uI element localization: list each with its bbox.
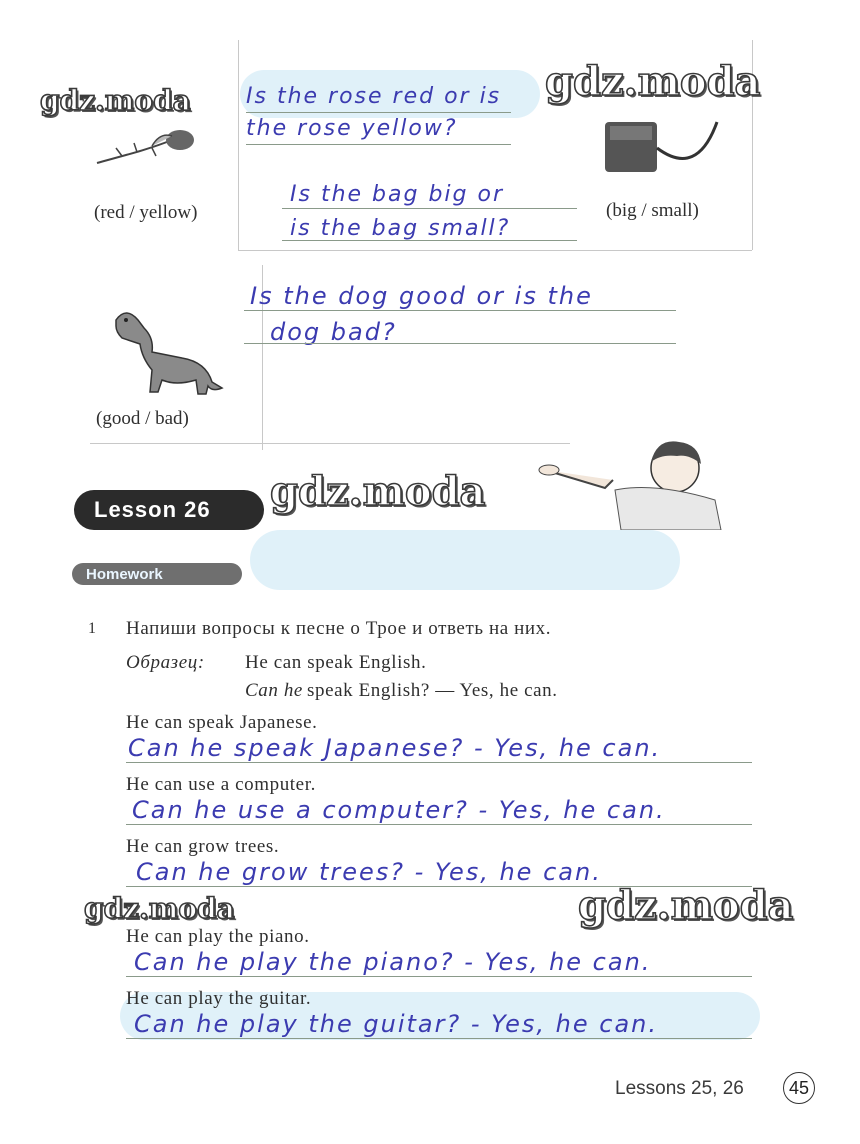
dog-illustration bbox=[96, 300, 236, 400]
bag-answer-line-1: Is the bag big or bbox=[290, 182, 504, 207]
exercise-instruction: Напиши вопросы к песне о Трое и ответь на них. bbox=[126, 618, 552, 639]
frame-line bbox=[90, 443, 570, 444]
answer-rule bbox=[126, 824, 752, 825]
highlight-blob bbox=[250, 530, 680, 590]
exercise-answer: Can he play the piano? - Yes, he can. bbox=[134, 948, 652, 976]
watermark: gdz.moda bbox=[40, 84, 191, 117]
exercise-answer: Can he use a computer? - Yes, he can. bbox=[132, 796, 666, 824]
frame-line bbox=[238, 40, 239, 250]
answer-rule bbox=[246, 144, 511, 145]
exercise-answer: Can he play the guitar? - Yes, he can. bbox=[134, 1010, 659, 1038]
answer-rule bbox=[244, 343, 676, 344]
page-number: 45 bbox=[783, 1072, 815, 1104]
exercise-statement: He can use a computer. bbox=[126, 774, 316, 795]
example-question-italic: Can he bbox=[245, 680, 303, 701]
answer-rule bbox=[246, 112, 511, 113]
bag-illustration bbox=[600, 110, 730, 180]
homework-badge bbox=[72, 563, 242, 585]
dog-answer-line-2: dog bad? bbox=[270, 318, 397, 346]
watermark: gdz.moda bbox=[84, 892, 235, 925]
bag-caption: (big / small) bbox=[606, 200, 699, 221]
example-label: Образец: bbox=[126, 652, 205, 673]
exercise-answer: Can he speak Japanese? - Yes, he can. bbox=[128, 734, 662, 762]
watermark: gdz.moda bbox=[545, 58, 761, 105]
boy-illustration bbox=[535, 430, 735, 530]
footer-lessons: Lessons 25, 26 bbox=[615, 1078, 744, 1099]
rose-answer-line-2: the rose yellow? bbox=[246, 116, 458, 141]
rose-caption: (red / yellow) bbox=[94, 202, 198, 223]
exercise-statement: He can grow trees. bbox=[126, 836, 280, 857]
exercise-statement: He can play the guitar. bbox=[126, 988, 312, 1009]
watermark: gdz.moda bbox=[270, 468, 486, 515]
answer-rule bbox=[126, 976, 752, 977]
lesson-title-badge bbox=[74, 490, 264, 530]
example-question-rest: speak English? — Yes, he can. bbox=[306, 680, 558, 701]
exercise-statement: He can speak Japanese. bbox=[126, 712, 318, 733]
frame-line bbox=[238, 250, 752, 251]
homework-label: Homework bbox=[86, 565, 163, 583]
exercise-number: 1 bbox=[88, 620, 97, 637]
dog-answer-line-1: Is the dog good or is the bbox=[250, 282, 593, 310]
answer-rule bbox=[126, 1038, 752, 1039]
answer-rule bbox=[244, 310, 676, 311]
exercise-answer: Can he grow trees? - Yes, he can. bbox=[136, 858, 602, 886]
bag-answer-line-2: is the bag small? bbox=[290, 216, 511, 241]
example-statement: He can speak English. bbox=[245, 652, 427, 673]
rose-answer-line-1: Is the rose red or is bbox=[246, 84, 502, 109]
dog-caption: (good / bad) bbox=[96, 408, 189, 429]
watermark: gdz.moda bbox=[578, 882, 794, 929]
rose-illustration bbox=[92, 118, 212, 178]
answer-rule bbox=[282, 240, 577, 241]
lesson-title: Lesson 26 bbox=[94, 497, 211, 522]
exercise-statement: He can play the piano. bbox=[126, 926, 310, 947]
example-question bbox=[245, 680, 558, 702]
answer-rule bbox=[282, 208, 577, 209]
answer-rule bbox=[126, 762, 752, 763]
